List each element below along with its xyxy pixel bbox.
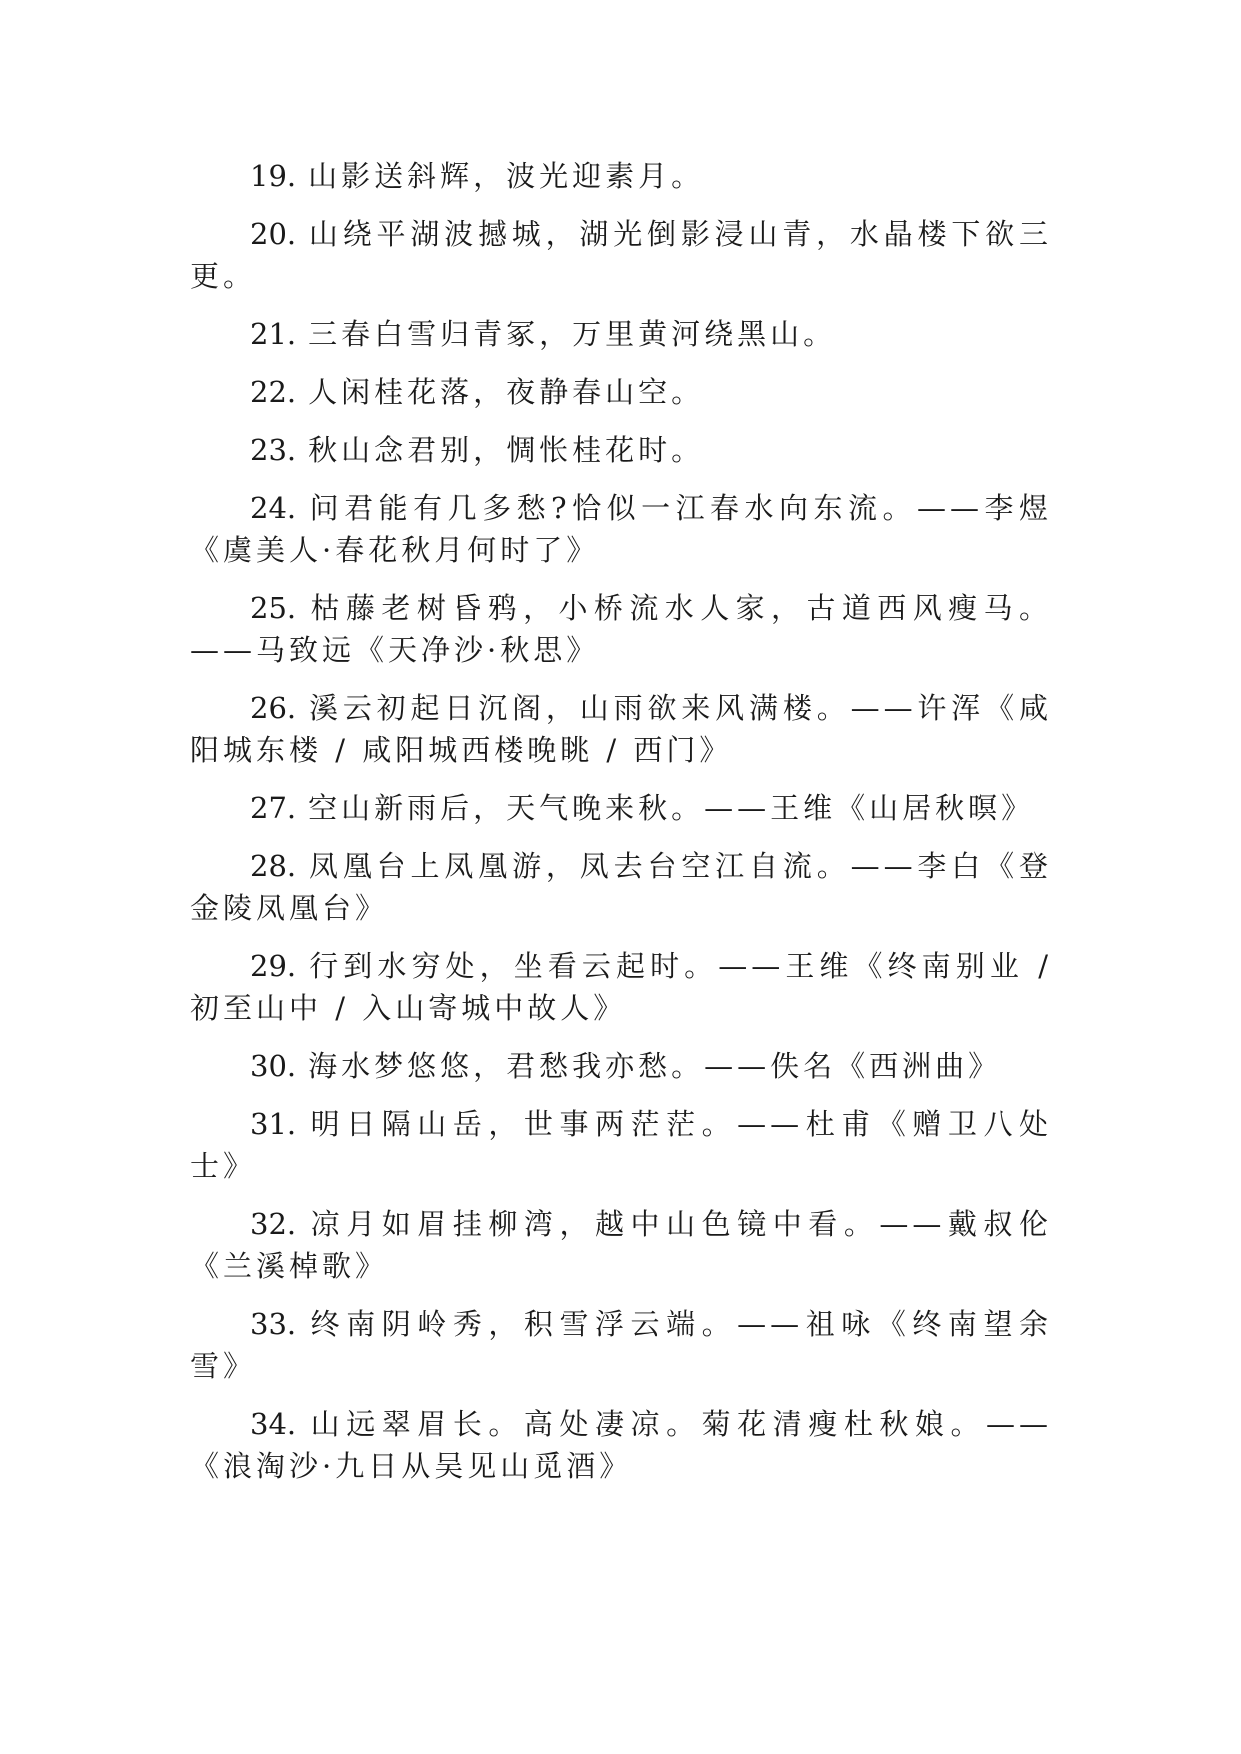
list-item xyxy=(190,1303,1052,1387)
list-item xyxy=(190,687,1052,771)
item-number: 20. xyxy=(250,217,297,251)
list-item xyxy=(190,1103,1052,1187)
list-item xyxy=(190,587,1052,671)
list-item xyxy=(190,213,1052,297)
list-item xyxy=(190,371,1052,413)
item-number: 24. xyxy=(250,491,297,525)
item-number: 22. xyxy=(250,375,297,409)
item-number: 28. xyxy=(250,849,297,883)
item-text: 凤凰台上凤凰游，凤去台空江自流。——李白《登金陵凤凰台》 xyxy=(190,849,1052,925)
item-text: 山远翠眉长。高处凄凉。菊花清瘦杜秋娘。——《浪淘沙·九日从吴见山觅酒》 xyxy=(190,1407,1052,1483)
list-item xyxy=(190,155,1052,197)
poem-list xyxy=(190,155,1052,1503)
list-item xyxy=(190,845,1052,929)
item-number: 21. xyxy=(250,317,297,351)
item-text: 明日隔山岳，世事两茫茫。——杜甫《赠卫八处士》 xyxy=(190,1107,1052,1183)
item-text: 问君能有几多愁?恰似一江春水向东流。——李煜《虞美人·春花秋月何时了》 xyxy=(190,491,1052,567)
item-text: 秋山念君别，惆怅桂花时。 xyxy=(308,433,705,467)
item-text: 山影送斜辉，波光迎素月。 xyxy=(308,159,705,193)
item-text: 三春白雪归青冢，万里黄河绕黑山。 xyxy=(308,317,837,351)
item-text: 山绕平湖波撼城，湖光倒影浸山青，水晶楼下欲三更。 xyxy=(190,217,1052,293)
list-item xyxy=(190,787,1052,829)
item-number: 26. xyxy=(250,691,297,725)
item-number: 32. xyxy=(250,1207,297,1241)
item-text: 海水梦悠悠，君愁我亦愁。——佚名《西洲曲》 xyxy=(308,1049,1002,1083)
item-number: 29. xyxy=(250,949,297,983)
item-text: 枯藤老树昏鸦，小桥流水人家，古道西风瘦马。——马致远《天净沙·秋思》 xyxy=(190,591,1052,667)
item-text: 空山新雨后，天气晚来秋。——王维《山居秋暝》 xyxy=(308,791,1035,825)
list-item xyxy=(190,487,1052,571)
item-text: 行到水穷处，坐看云起时。——王维《终南别业 / 初至山中 / 入山寄城中故人》 xyxy=(190,949,1052,1025)
item-text: 终南阴岭秀，积雪浮云端。——祖咏《终南望余雪》 xyxy=(190,1307,1052,1383)
item-number: 23. xyxy=(250,433,297,467)
item-number: 25. xyxy=(250,591,297,625)
item-text: 溪云初起日沉阁，山雨欲来风满楼。——许浑《咸阳城东楼 / 咸阳城西楼晚眺 / 西门》 xyxy=(190,691,1052,767)
list-item xyxy=(190,1403,1052,1487)
item-text: 人闲桂花落，夜静春山空。 xyxy=(308,375,705,409)
list-item xyxy=(190,313,1052,355)
item-text: 凉月如眉挂柳湾，越中山色镜中看。——戴叔伦《兰溪棹歌》 xyxy=(190,1207,1052,1283)
item-number: 19. xyxy=(250,159,297,193)
list-item xyxy=(190,429,1052,471)
item-number: 31. xyxy=(250,1107,297,1141)
item-number: 27. xyxy=(250,791,297,825)
item-number: 34. xyxy=(250,1407,297,1441)
list-item xyxy=(190,945,1052,1029)
list-item xyxy=(190,1203,1052,1287)
list-item xyxy=(190,1045,1052,1087)
item-number: 30. xyxy=(250,1049,297,1083)
item-number: 33. xyxy=(250,1307,297,1341)
